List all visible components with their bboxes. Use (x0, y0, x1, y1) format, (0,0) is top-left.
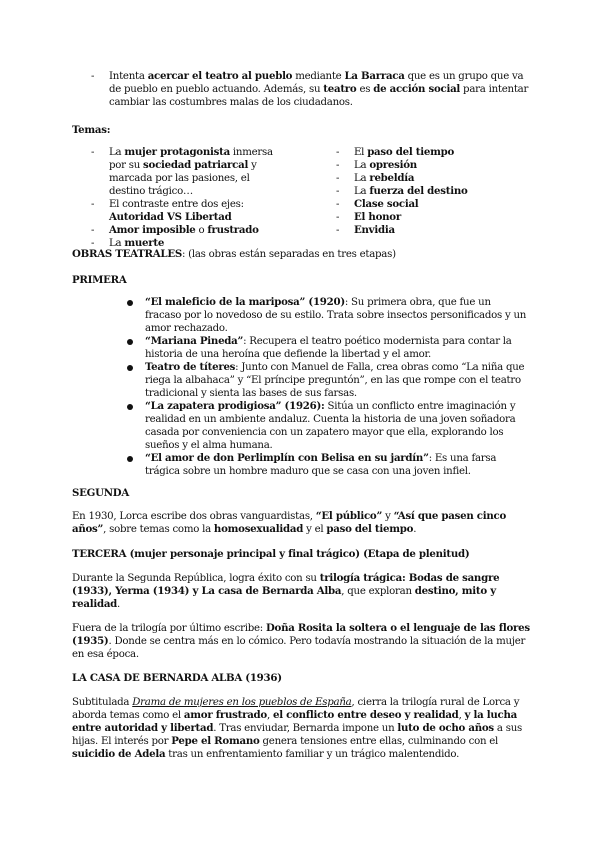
bold-text-run: teatro (323, 83, 357, 95)
text-run: que es un grupo que va de pueblo en pueblo actuando. Además, su (109, 71, 524, 95)
text-run: a sus hijas. El interés por (72, 723, 522, 747)
text-run: Intenta (109, 71, 148, 82)
bold-text-run: La Barraca (344, 70, 405, 82)
temas-right-item: - La opresión (336, 159, 417, 171)
bold-text-run: “La zapatera prodigiosa” (1926): (145, 400, 325, 412)
text-run: Durante la Segunda República, logra éxito con su (72, 573, 320, 584)
bold-text-run: sociedad patriarcal (143, 159, 249, 171)
bold-text-run: suicidio de Adela (72, 748, 166, 760)
bold-text-run: destino, mito y realidad (72, 585, 496, 610)
text-run: : Es una farsa trágica sobre un hombre maduro que se casa con una joven infiel. (145, 453, 497, 477)
primera-item (127, 400, 527, 452)
text-run: La (354, 186, 370, 197)
text-run: , (266, 710, 273, 721)
temas-right-item: - Envidia (336, 224, 395, 236)
text-run: mediante (292, 71, 345, 82)
bold-text-run: y la lucha entre autoridad y libertad (72, 709, 518, 734)
text-run: Sitúa un conflicto entre imaginación y realidad en un ambiente andaluz. Cuenta la historia de una joven soñadora casada por conveniencia con un zapatero mayor que ella, explorando los sueños y el alma humana. (145, 401, 516, 451)
temas-right-item: - Clase social (336, 198, 419, 210)
primera-item (127, 361, 527, 400)
bold-text-run: Clase social (354, 198, 419, 210)
bold-text-run: Pepe el Romano (171, 735, 260, 747)
temas-left-item: - Amor imposible o frustrado (91, 224, 259, 236)
text-run: y marcada por las pasiones, el destino trágico… (109, 160, 257, 197)
bold-text-run: homosexualidad (213, 523, 304, 535)
text-run: Subtitulada (72, 697, 133, 708)
bold-text-run: acercar el teatro al pueblo (147, 70, 293, 82)
bold-text-run: Doña Rosita la soltera o el lenguaje de las flores (1935) (72, 622, 530, 647)
bold-text-run: Teatro de títeres (145, 361, 236, 373)
bold-text-run: “El público” (315, 510, 383, 522)
bold-text-run: mujer protagonista (124, 146, 230, 158)
bold-text-run: trilogía trágica: Bodas de sangre (1933), Yerma (1934) y La casa de Bernarda Alba (72, 572, 500, 597)
text-run: El (354, 147, 368, 158)
temas-left-list (91, 146, 291, 250)
bold-text-run: Envidia (354, 224, 395, 236)
primera-list (127, 296, 527, 478)
text-run: inmersa por su (109, 147, 273, 171)
temas-title: Temas: (72, 124, 111, 136)
bold-text-run: de acción social (373, 83, 461, 95)
bold-text-run: “El amor de don Perlimplín con Belisa en su jardín” (145, 452, 429, 464)
bold-text-run: Amor imposible (109, 224, 196, 236)
primera-item (127, 335, 527, 361)
temas-right-list (336, 146, 536, 237)
bold-text-run: “Mariana Pineda” (145, 335, 244, 347)
text-run: La (354, 160, 370, 171)
segunda-title: SEGUNDA (72, 487, 130, 499)
text-run: : Recupera el teatro poético modernista para contar la historia de una heroína que defiende la libertad y el amor. (145, 336, 512, 360)
text-run: El contraste entre dos ejes: (109, 199, 244, 210)
bold-text-run: amor frustrado (183, 709, 267, 721)
text-run: : Su primera obra, que fue un fracaso por lo novedoso de su estilo. Trata sobre insectos personificados y un amor rechazado. (145, 297, 527, 334)
temas-left-item: - El contraste entre dos ejes: Autoridad VS Libertad (91, 199, 244, 223)
bold-text-run: paso del tiempo (326, 523, 414, 535)
text-run: , sobre temas como la (103, 524, 214, 535)
text-run: La (109, 238, 125, 249)
text-run: genera tensiones entre ellas, culminando con el (259, 736, 499, 747)
tercera-paragraph-2 (72, 622, 534, 661)
temas-right-item: - La rebeldía (336, 172, 415, 184)
text-run: . Donde se centra más en lo cómico. Pero todavía mostrando la situación de la mujer en esa época. (72, 636, 526, 660)
primera-item (127, 296, 527, 335)
obras-label: OBRAS TEATRALES (72, 248, 182, 260)
bold-text-run: “Así que pasen cinco años” (72, 510, 507, 535)
tercera-title: TERCERA (mujer personaje principal y final trágico) (Etapa de plenitud) (72, 548, 470, 560)
segunda-paragraph (72, 510, 534, 536)
obras-line (72, 248, 542, 261)
text-run: es (356, 84, 374, 95)
bold-text-run: muerte (124, 237, 165, 249)
text-run: La (354, 173, 370, 184)
temas-left-item: - La muerte (91, 237, 165, 249)
bold-text-run: fuerza del destino (369, 185, 468, 197)
bold-text-run: paso del tiempo (367, 146, 455, 158)
text-run: tras un enfrentamiento familiar y un trágico malentendido. (165, 749, 460, 760)
text-run: y el (303, 524, 327, 535)
bernarda-paragraph (72, 696, 534, 761)
intro-paragraph (109, 70, 529, 109)
text-run: : Junto con Manuel de Falla, crea obras como “La niña que riega la albahaca” y “El príncipe preguntón”, en las que rompe con el teatro tradicional y sienta las bases de sus farsas. (145, 362, 525, 399)
bold-text-run: el conflicto entre deseo y realidad (272, 709, 459, 721)
temas-right-item: - La fuerza del destino (336, 185, 468, 197)
intro-dash: - (91, 71, 95, 82)
bold-text-run: frustrado (207, 224, 259, 236)
bold-text-run: Autoridad VS Libertad (109, 211, 232, 223)
temas-right-item: - El paso del tiempo (336, 146, 455, 158)
italic-underlined-run: Drama de mujeres en los pueblos de España (132, 697, 352, 708)
text-run: , que exploran (341, 586, 415, 597)
obras-note: : (las obras están separadas en tres etapas) (181, 249, 396, 260)
text-run: . Tras enviudar, Bernarda impone un (213, 723, 398, 734)
bold-text-run: “El maleficio de la mariposa” (1920) (145, 296, 345, 308)
text-run: La (109, 147, 125, 158)
text-run: Fuera de la trilogía por último escribe: (72, 623, 266, 634)
temas-left-item: - La mujer protagonista inmersa por su sociedad patriarcal y marcada por las pasiones, el destino trágico… (91, 146, 273, 197)
bold-text-run: rebeldía (369, 172, 415, 184)
text-run: o (195, 225, 208, 236)
temas-right-item: - El honor (336, 211, 401, 223)
primera-title: PRIMERA (72, 274, 127, 286)
tercera-paragraph-1 (72, 572, 534, 611)
bold-text-run: luto de ocho años (397, 722, 494, 734)
bold-text-run: opresión (369, 159, 417, 171)
text-run: y (382, 511, 394, 522)
text-run: . (413, 524, 417, 535)
text-run: , cierra la trilogía rural de Lorca y aborda temas como el (72, 697, 520, 721)
text-run: , (458, 710, 465, 721)
text-run: En 1930, Lorca escribe dos obras vanguardistas, (72, 511, 316, 522)
bernarda-title: LA CASA DE BERNARDA ALBA (1936) (72, 672, 282, 684)
bold-text-run: El honor (354, 211, 401, 223)
text-run: . (117, 599, 121, 610)
primera-item (127, 452, 527, 478)
text-run: para intentar cambiar las costumbres malas de los ciudadanos. (109, 84, 529, 108)
